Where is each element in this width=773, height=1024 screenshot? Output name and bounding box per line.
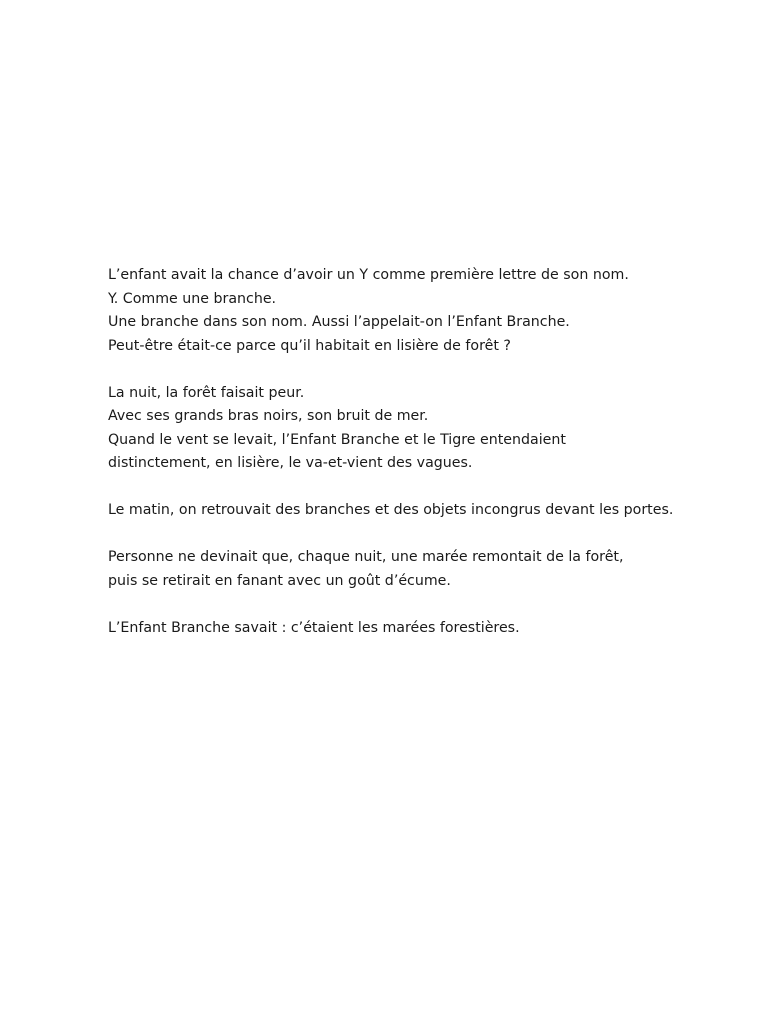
text-line: Personne ne devinait que, chaque nuit, une marée remontait de la forêt, [108,549,624,565]
paragraph-1 [108,264,728,358]
paragraph-2 [108,382,728,476]
text-line: Quand le vent se levait, l’Enfant Branche et le Tigre entendaient [108,431,566,448]
paragraph-3 [108,499,728,523]
text-line: Avec ses grands bras noirs, son bruit de mer. [108,408,429,424]
text-line: Y. Comme une branche. [108,290,277,307]
text-line: Peut-être était-ce parce qu’il habitait en lisière de forêt ? [108,337,511,354]
text-line: Le matin, on retrouvait des branches et des objets incongrus devant les portes. [108,502,674,518]
text-line: L’enfant avait la chance d’avoir un Y comme première lettre de son nom. [108,267,629,283]
paragraph-5 [108,617,728,641]
story-text [108,264,728,664]
text-line: Une branche dans son nom. Aussi l’appelait-on l’Enfant Branche. [108,314,570,330]
text-line: L’Enfant Branche savait : c’étaient les marées forestières. [108,619,520,636]
text-line: distinctement, en lisière, le va-et-vient des vagues. [108,455,473,471]
text-line: puis se retirait en fanant avec un goût d’écume. [108,572,451,589]
text-line: La nuit, la forêt faisait peur. [108,384,305,401]
paragraph-4 [108,546,728,593]
